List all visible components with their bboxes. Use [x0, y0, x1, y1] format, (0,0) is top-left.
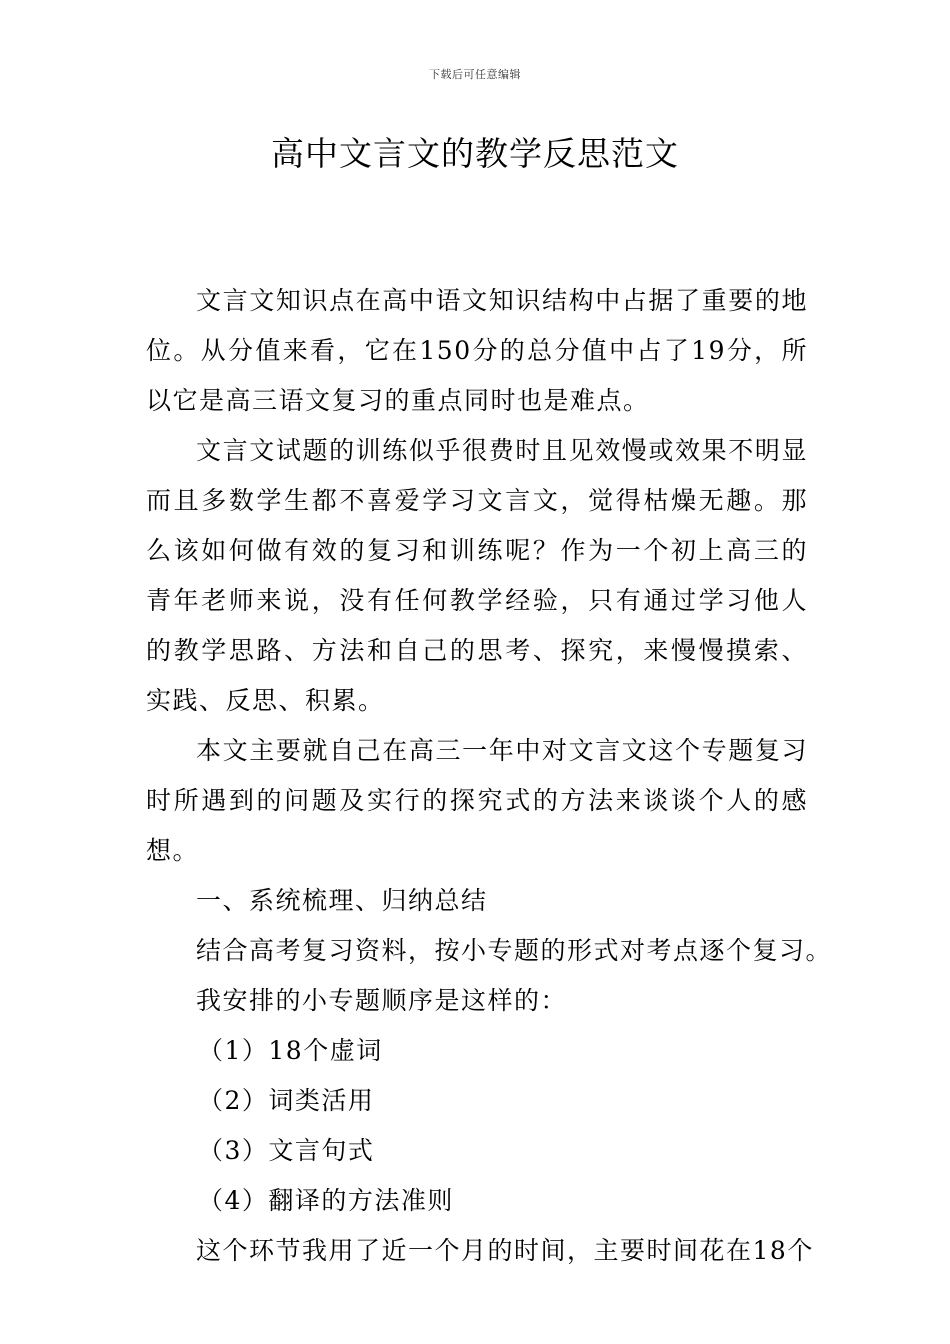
section-heading: 一、系统梳理、归纳总结 [196, 886, 488, 915]
document-body [146, 276, 833, 1276]
header-note: 下载后可任意编辑 [429, 68, 521, 81]
paragraph-2: 文言文试题的训练似乎很费时且见效慢或效果不明显而且多数学生都不喜爱学习文言文，觉得枯燥无趣。那么该如何做有效的复习和训练呢？作为一个初上高三的青年老师来说，没有任何教学经验，只有通过学习他人的教学思路、方法和自己的思考、探究，来慢慢摸索、实践、反思、积累。 [146, 436, 808, 715]
list-item-2: （2）词类活用 [198, 1086, 375, 1115]
page-title: 高中文言文的教学反思范文 [271, 134, 679, 173]
list-item-4: （4）翻译的方法准则 [198, 1186, 454, 1215]
list-item-3: （3）文言句式 [198, 1136, 375, 1165]
text-line-last: 这个环节我用了近一个月的时间，主要时间花在18个 [196, 1236, 814, 1265]
text-line-1: 结合高考复习资料，按小专题的形式对考点逐个复习。 [196, 936, 833, 965]
list-item-1: （1）18个虚词 [198, 1036, 383, 1065]
paragraph-3: 本文主要就自己在高三一年中对文言文这个专题复习时所遇到的问题及实行的探究式的方法来谈谈个人的感想。 [146, 736, 808, 865]
text-line-2: 我安排的小专题顺序是这样的： [196, 986, 568, 1015]
paragraph-1: 文言文知识点在高中语文知识结构中占据了重要的地位。从分值来看，它在150分的总分值中占了19分，所以它是高三语文复习的重点同时也是难点。 [146, 286, 808, 415]
